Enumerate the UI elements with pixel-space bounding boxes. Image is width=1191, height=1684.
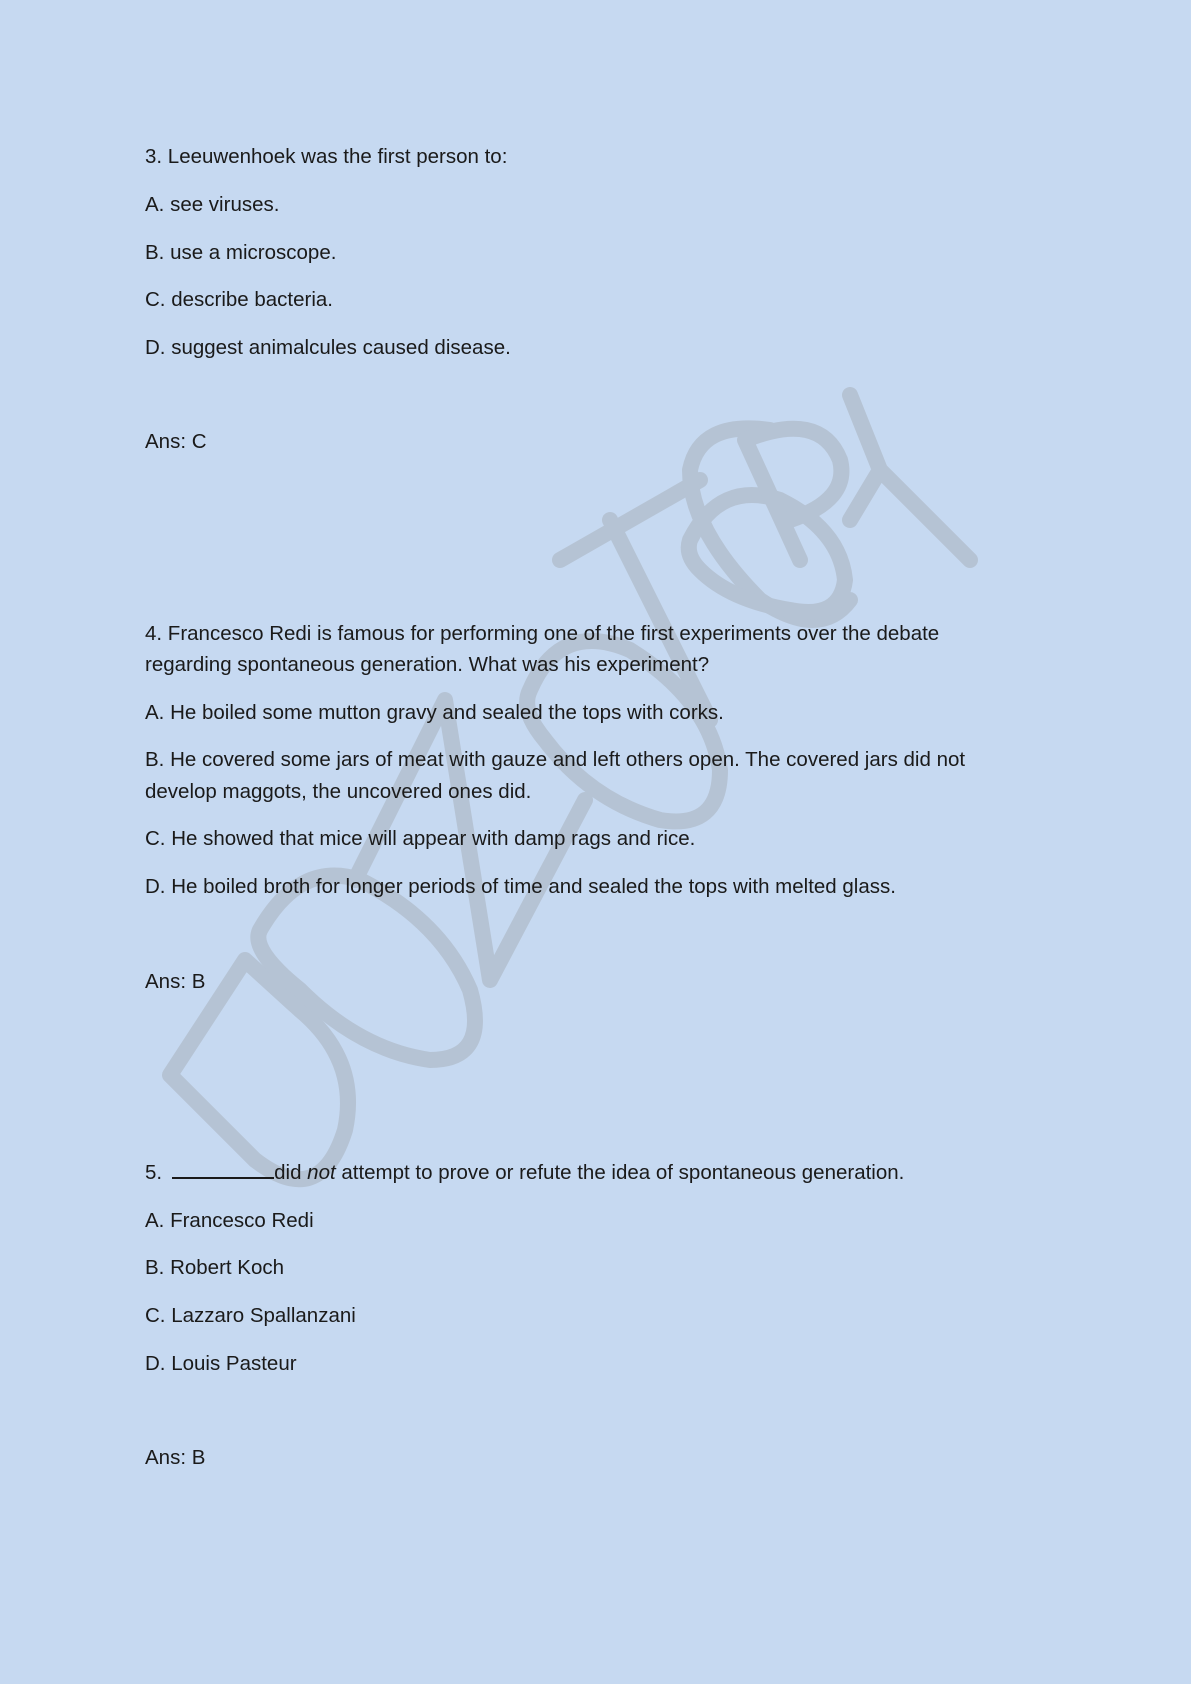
question-5-prompt bbox=[145, 1157, 1065, 1189]
question-5-prompt-mid: did bbox=[274, 1161, 308, 1184]
question-3-option-c: C. describe bacteria. bbox=[145, 288, 334, 311]
question-4-option-d: D. He boiled broth for longer periods of time and sealed the tops with melted glass. bbox=[145, 875, 896, 898]
question-4-option-a: A. He boiled some mutton gravy and sealed the tops with corks. bbox=[145, 701, 724, 724]
question-5-emphasis: not bbox=[307, 1161, 336, 1184]
question-5-number: 5. bbox=[145, 1161, 163, 1184]
question-4-option-c: C. He showed that mice will appear with damp rags and rice. bbox=[145, 827, 696, 850]
question-3-prompt: 3. Leeuwenhoek was the first person to: bbox=[145, 145, 508, 168]
fill-in-blank bbox=[172, 1159, 274, 1179]
question-3-option-a: A. see viruses. bbox=[145, 193, 280, 216]
question-3-option-b: B. use a microscope. bbox=[145, 241, 337, 264]
question-4-prompt-line-2: regarding spontaneous generation. What was his experiment? bbox=[145, 653, 710, 676]
question-4-prompt-line-1: 4. Francesco Redi is famous for performing one of the first experiments over the debate bbox=[145, 622, 940, 645]
question-3-answer: Ans: C bbox=[145, 430, 207, 453]
question-4-option-b-line-2: develop maggots, the uncovered ones did. bbox=[145, 780, 532, 803]
question-5-option-a: A. Francesco Redi bbox=[145, 1209, 314, 1232]
question-5-answer: Ans: B bbox=[145, 1446, 206, 1469]
question-5-option-c: C. Lazzaro Spallanzani bbox=[145, 1304, 356, 1327]
question-5-option-b: B. Robert Koch bbox=[145, 1256, 285, 1279]
question-4-answer: Ans: B bbox=[145, 970, 206, 993]
question-3-option-d: D. suggest animalcules caused disease. bbox=[145, 336, 511, 359]
question-5-prompt-end: attempt to prove or refute the idea of spontaneous generation. bbox=[335, 1161, 905, 1184]
question-5-option-d: D. Louis Pasteur bbox=[145, 1352, 297, 1375]
question-4-option-b-line-1: B. He covered some jars of meat with gauze and left others open. The covered jars did not bbox=[145, 748, 966, 771]
